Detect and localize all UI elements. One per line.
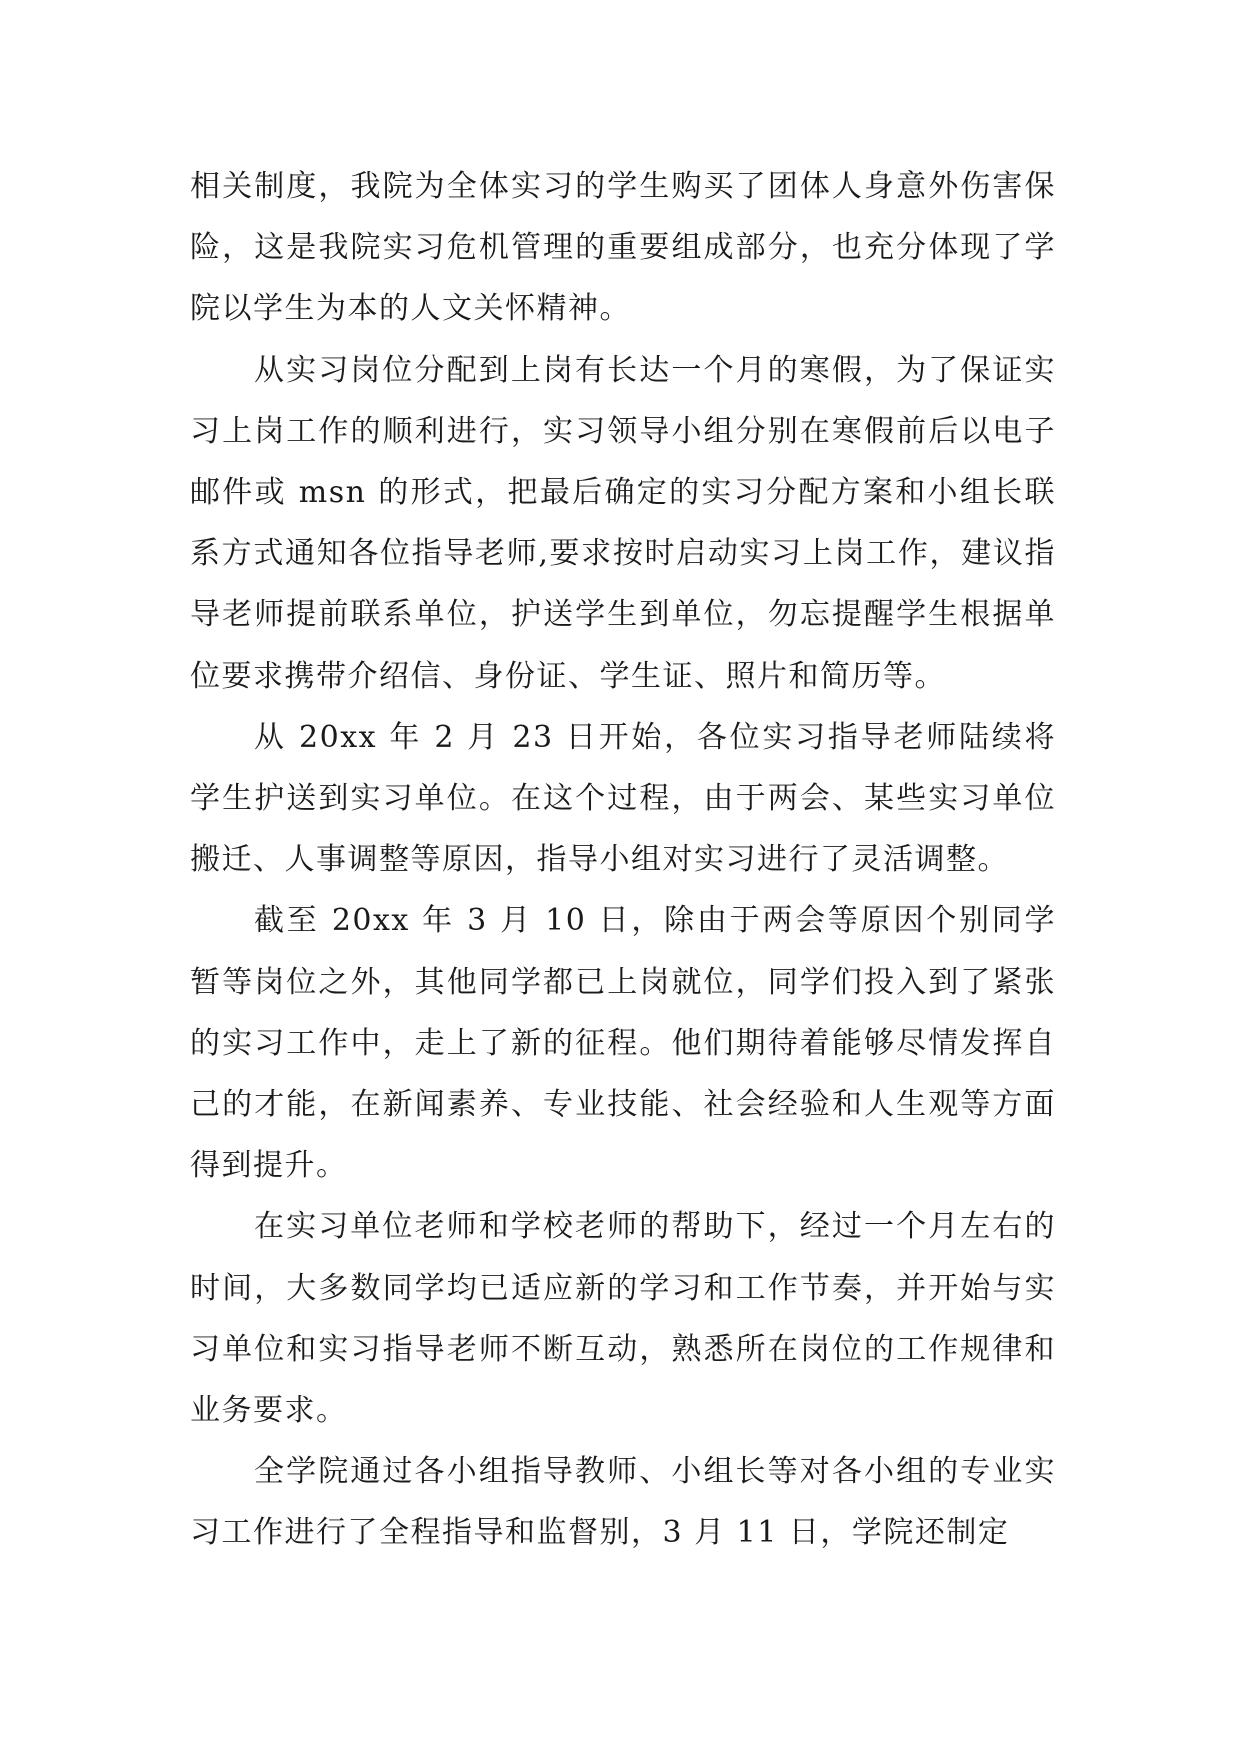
paragraph: 截至 20xx 年 3 月 10 日，除由于两会等原因个别同学暂等岗位之外，其他同学都已上岗就位，同学们投入到了紧张的实习工作中，走上了新的征程。他们期待着能够尽情发挥自己的才能，在新闻素养、专业技能、社会经验和人生观等方面得到提升。 bbox=[190, 903, 1056, 1184]
paragraph-continued: 相关制度，我院为全体实习的学生购买了团体人身意外伤害保险，这是我院实习危机管理的重要组成部分，也充分体现了学院以学生为本的人文关怀精神。 bbox=[190, 169, 1056, 327]
paragraph: 全学院通过各小组指导教师、小组长等对各小组的专业实习工作进行了全程指导和监督别，3 月 11 日，学院还制定 bbox=[190, 1454, 1056, 1551]
paragraph: 从 20xx 年 2 月 23 日开始，各位实习指导老师陆续将学生护送到实习单位。在这个过程，由于两会、某些实习单位搬迁、人事调整等原因，指导小组对实习进行了灵活调整。 bbox=[190, 719, 1056, 878]
document-body bbox=[190, 156, 1056, 1564]
paragraph: 在实习单位老师和学校老师的帮助下，经过一个月左右的时间，大多数同学均已适应新的学习和工作节奏，并开始与实习单位和实习指导老师不断互动，熟悉所在岗位的工作规律和业务要求。 bbox=[190, 1209, 1056, 1429]
paragraph: 从实习岗位分配到上岗有长达一个月的寒假，为了保证实习上岗工作的顺利进行，实习领导小组分别在寒假前后以电子邮件或 msn 的形式，把最后确定的实习分配方案和小组长联系方式通知各位指导老师,要求按时启动实习上岗工作，建议指导老师提前联系单位，护送学生到单位，勿忘提醒学生根据单位要求携带介绍信、身份证、学生证、照片和简历等。 bbox=[190, 352, 1056, 694]
